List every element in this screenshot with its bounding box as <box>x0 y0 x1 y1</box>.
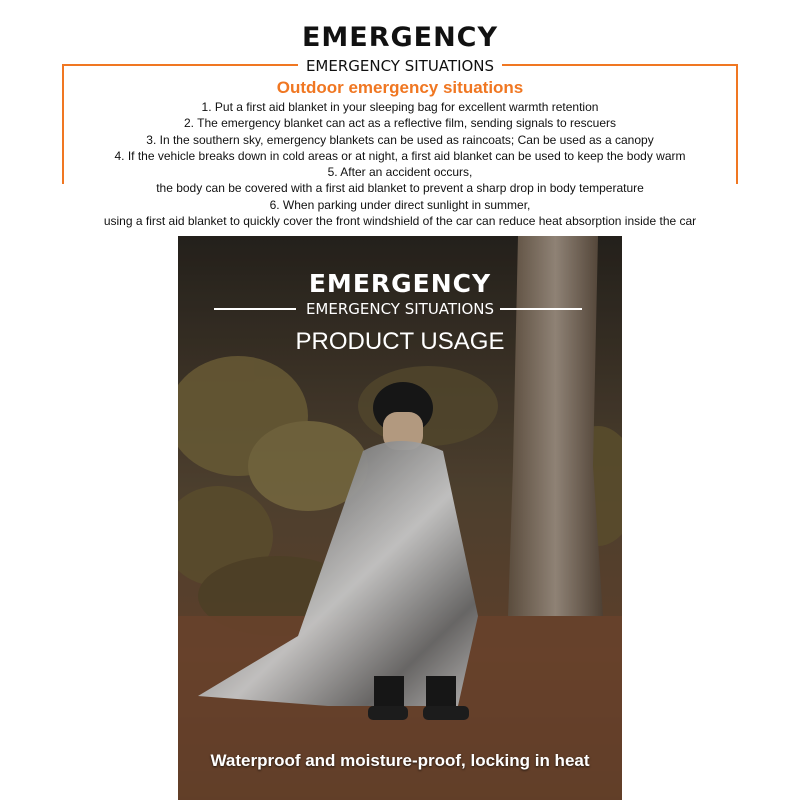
photo-caption: Waterproof and moisture-proof, locking in heat <box>210 751 590 770</box>
header-subtitle: EMERGENCY SITUATIONS <box>305 57 495 75</box>
photo-title: EMERGENCY <box>308 269 492 298</box>
header-title: EMERGENCY <box>301 22 499 53</box>
section-heading: Outdoor emergency situations <box>276 78 524 97</box>
photo-overlay-shade <box>178 236 622 800</box>
usage-item: the body can be covered with a first aid blanket to prevent a sharp drop in body temperature <box>156 181 644 196</box>
usage-list <box>0 99 800 229</box>
photo-subtitle: EMERGENCY SITUATIONS <box>305 300 495 318</box>
usage-item: 3. In the southern sky, emergency blankets can be used as raincoats; Can be used as a canopy <box>146 132 654 147</box>
photo-heading: PRODUCT USAGE <box>295 328 505 355</box>
usage-item: 1. Put a first aid blanket in your sleeping bag for excellent warmth retention <box>201 100 599 114</box>
usage-item: 2. The emergency blanket can act as a reflective film, sending signals to rescuers <box>184 116 616 131</box>
product-photo <box>178 236 622 800</box>
usage-item: using a first aid blanket to quickly cover the front windshield of the car can reduce heat absorption inside the car <box>103 214 697 229</box>
usage-item: 5. After an accident occurs, <box>327 165 473 180</box>
photo-illustration <box>178 236 622 800</box>
usage-item: 6. When parking under direct sunlight in summer, <box>269 197 531 212</box>
usage-item: 4. If the vehicle breaks down in cold areas or at night, a first aid blanket can be used to keep the body warm <box>114 148 686 163</box>
